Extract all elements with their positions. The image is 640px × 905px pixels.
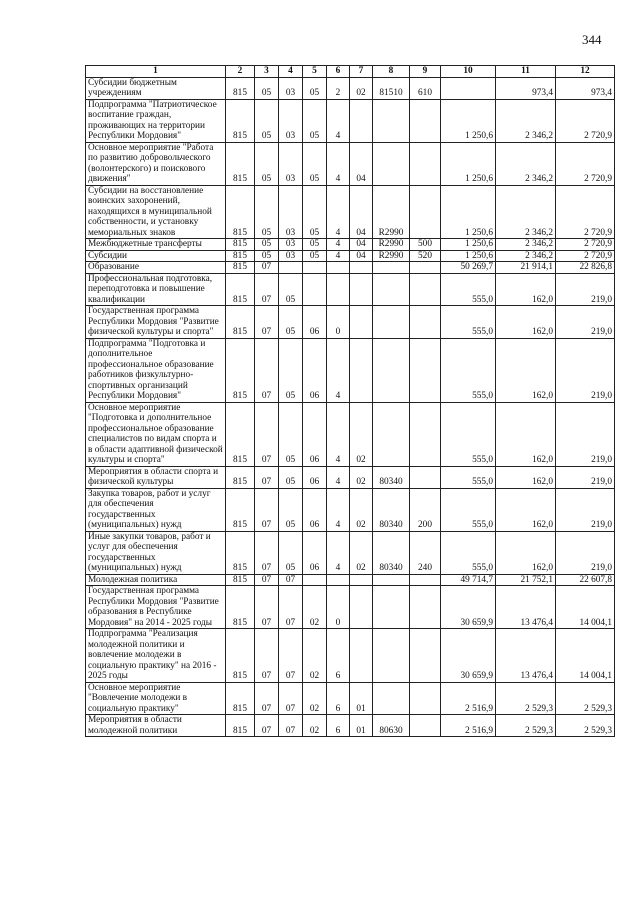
amount-col10-cell: 555,0 — [441, 273, 496, 306]
col-header: 12 — [556, 66, 615, 78]
col-header: 10 — [441, 66, 496, 78]
row-name-cell: Подпрограмма "Патриотическое воспитание граждан, проживающих на территории Республики Мордовия" — [86, 99, 226, 142]
activity-code-cell: 02 — [350, 466, 373, 488]
amount-col10-cell: 30 659,9 — [441, 586, 496, 629]
subsection-code-cell: 05 — [279, 402, 303, 466]
subprogram-code-cell: 4 — [327, 402, 350, 466]
amount-col12-cell: 973,4 — [556, 77, 615, 99]
section-code-cell: 07 — [255, 306, 279, 339]
program-code-cell: 02 — [303, 586, 327, 629]
row-name-cell: Иные закупки товаров, работ и услуг для обеспечения государственных (муниципальных) нужд — [86, 531, 226, 574]
table-row — [86, 402, 615, 466]
col-header: 1 — [86, 66, 226, 78]
table-row — [86, 142, 615, 185]
subprogram-code-cell: 4 — [327, 99, 350, 142]
amount-col11-cell: 162,0 — [496, 306, 556, 339]
subprogram-code-cell: 4 — [327, 488, 350, 531]
table-row — [86, 77, 615, 99]
section-code-cell: 05 — [255, 142, 279, 185]
row-name-cell: Субсидии — [86, 250, 226, 262]
row-name-cell: Мероприятия в области спорта и физической культуры — [86, 466, 226, 488]
row-name-cell: Молодежная политика — [86, 574, 226, 586]
col-header: 3 — [255, 66, 279, 78]
amount-col10-cell: 555,0 — [441, 488, 496, 531]
target-article-cell — [373, 306, 410, 339]
target-article-cell — [373, 574, 410, 586]
amount-col11-cell: 13 476,4 — [496, 629, 556, 683]
row-name-cell: Субсидии бюджетным учреждениям — [86, 77, 226, 99]
amount-col11-cell: 2 529,3 — [496, 682, 556, 715]
col-header: 6 — [327, 66, 350, 78]
program-code-cell: 05 — [303, 77, 327, 99]
subprogram-code-cell: 4 — [327, 531, 350, 574]
target-article-cell — [373, 402, 410, 466]
table-row — [86, 574, 615, 586]
subsection-code-cell: 03 — [279, 239, 303, 251]
subsection-code-cell: 03 — [279, 250, 303, 262]
subsection-code-cell: 05 — [279, 306, 303, 339]
table-row — [86, 306, 615, 339]
activity-code-cell: 04 — [350, 142, 373, 185]
table-row — [86, 250, 615, 262]
amount-col11-cell: 2 346,2 — [496, 239, 556, 251]
target-article-cell: 80630 — [373, 715, 410, 737]
program-code-cell: 06 — [303, 402, 327, 466]
section-code-cell: 05 — [255, 99, 279, 142]
section-code-cell: 05 — [255, 185, 279, 239]
section-code-cell: 07 — [255, 273, 279, 306]
amount-col10-cell: 555,0 — [441, 466, 496, 488]
subsection-code-cell: 05 — [279, 273, 303, 306]
activity-code-cell: 04 — [350, 239, 373, 251]
col-header: 4 — [279, 66, 303, 78]
amount-col12-cell: 219,0 — [556, 338, 615, 402]
amount-col12-cell: 219,0 — [556, 466, 615, 488]
subprogram-code-cell: 4 — [327, 185, 350, 239]
amount-col11-cell: 21 914,1 — [496, 262, 556, 274]
ministry-code-cell: 815 — [226, 77, 255, 99]
subprogram-code-cell — [327, 262, 350, 274]
amount-col12-cell: 219,0 — [556, 402, 615, 466]
row-name-cell: Государственная программа Республики Мордовия "Развитие образования в Республике Мордовия" на 2014 - 2025 годы — [86, 586, 226, 629]
activity-code-cell — [350, 574, 373, 586]
subsection-code-cell: 07 — [279, 574, 303, 586]
col-header: 8 — [373, 66, 410, 78]
subprogram-code-cell: 0 — [327, 586, 350, 629]
amount-col12-cell: 2 720,9 — [556, 142, 615, 185]
expense-type-cell — [410, 629, 441, 683]
activity-code-cell: 01 — [350, 715, 373, 737]
target-article-cell: 80340 — [373, 466, 410, 488]
target-article-cell: 81510 — [373, 77, 410, 99]
ministry-code-cell: 815 — [226, 629, 255, 683]
section-code-cell: 07 — [255, 338, 279, 402]
amount-col12-cell: 22 607,8 — [556, 574, 615, 586]
ministry-code-cell: 815 — [226, 273, 255, 306]
amount-col10-cell: 555,0 — [441, 338, 496, 402]
activity-code-cell: 02 — [350, 488, 373, 531]
activity-code-cell — [350, 306, 373, 339]
ministry-code-cell: 815 — [226, 142, 255, 185]
ministry-code-cell: 815 — [226, 488, 255, 531]
target-article-cell — [373, 262, 410, 274]
amount-col11-cell: 2 529,3 — [496, 715, 556, 737]
program-code-cell: 06 — [303, 466, 327, 488]
table-row — [86, 629, 615, 683]
program-code-cell: 05 — [303, 142, 327, 185]
subprogram-code-cell: 2 — [327, 77, 350, 99]
amount-col11-cell: 162,0 — [496, 531, 556, 574]
expense-type-cell — [410, 338, 441, 402]
target-article-cell — [373, 682, 410, 715]
section-code-cell: 05 — [255, 239, 279, 251]
activity-code-cell: 01 — [350, 682, 373, 715]
row-name-cell: Государственная программа Республики Мордовия "Развитие физической культуры и спорта" — [86, 306, 226, 339]
amount-col11-cell: 21 752,1 — [496, 574, 556, 586]
activity-code-cell — [350, 273, 373, 306]
program-code-cell — [303, 273, 327, 306]
activity-code-cell: 02 — [350, 402, 373, 466]
section-code-cell: 07 — [255, 574, 279, 586]
row-name-cell: Межбюджетные трансферты — [86, 239, 226, 251]
program-code-cell: 05 — [303, 99, 327, 142]
target-article-cell: 80340 — [373, 531, 410, 574]
table-row — [86, 99, 615, 142]
amount-col11-cell: 2 346,2 — [496, 99, 556, 142]
amount-col10-cell: 555,0 — [441, 402, 496, 466]
header-row — [86, 66, 615, 78]
table-row — [86, 586, 615, 629]
section-code-cell: 07 — [255, 531, 279, 574]
row-name-cell: Субсидии на восстановление воинских захоронений, находящихся в муниципальной собственности, и установку мемориальных знаков — [86, 185, 226, 239]
table-row — [86, 185, 615, 239]
row-name-cell: Образование — [86, 262, 226, 274]
subsection-code-cell: 07 — [279, 682, 303, 715]
amount-col10-cell: 1 250,6 — [441, 99, 496, 142]
subprogram-code-cell — [327, 574, 350, 586]
row-name-cell: Закупка товаров, работ и услуг для обеспечения государственных (муниципальных) нужд — [86, 488, 226, 531]
amount-col11-cell: 2 346,2 — [496, 250, 556, 262]
amount-col10-cell: 1 250,6 — [441, 239, 496, 251]
expense-type-cell — [410, 586, 441, 629]
subprogram-code-cell: 6 — [327, 715, 350, 737]
expense-type-cell — [410, 142, 441, 185]
ministry-code-cell: 815 — [226, 338, 255, 402]
table-row — [86, 715, 615, 737]
activity-code-cell — [350, 99, 373, 142]
section-code-cell: 07 — [255, 715, 279, 737]
expense-type-cell — [410, 262, 441, 274]
ministry-code-cell: 815 — [226, 586, 255, 629]
activity-code-cell: 02 — [350, 531, 373, 574]
amount-col12-cell: 14 004,1 — [556, 629, 615, 683]
ministry-code-cell: 815 — [226, 185, 255, 239]
subsection-code-cell: 05 — [279, 338, 303, 402]
subprogram-code-cell: 4 — [327, 239, 350, 251]
activity-code-cell: 02 — [350, 77, 373, 99]
target-article-cell — [373, 338, 410, 402]
subsection-code-cell: 05 — [279, 466, 303, 488]
amount-col11-cell: 973,4 — [496, 77, 556, 99]
amount-col12-cell: 219,0 — [556, 531, 615, 574]
amount-col11-cell: 2 346,2 — [496, 185, 556, 239]
amount-col12-cell: 2 720,9 — [556, 185, 615, 239]
activity-code-cell: 04 — [350, 250, 373, 262]
program-code-cell: 05 — [303, 250, 327, 262]
table-row — [86, 338, 615, 402]
target-article-cell: R2990 — [373, 239, 410, 251]
program-code-cell: 02 — [303, 682, 327, 715]
subprogram-code-cell: 4 — [327, 338, 350, 402]
table-row — [86, 531, 615, 574]
subprogram-code-cell: 4 — [327, 466, 350, 488]
expense-type-cell — [410, 402, 441, 466]
expense-type-cell: 240 — [410, 531, 441, 574]
col-header: 5 — [303, 66, 327, 78]
amount-col12-cell: 2 720,9 — [556, 99, 615, 142]
subsection-code-cell: 03 — [279, 142, 303, 185]
subsection-code-cell: 03 — [279, 99, 303, 142]
amount-col11-cell: 162,0 — [496, 488, 556, 531]
amount-col12-cell: 14 004,1 — [556, 586, 615, 629]
expense-type-cell — [410, 185, 441, 239]
program-code-cell: 05 — [303, 185, 327, 239]
amount-col10-cell: 30 659,9 — [441, 629, 496, 683]
subprogram-code-cell — [327, 273, 350, 306]
expense-type-cell: 520 — [410, 250, 441, 262]
expense-type-cell — [410, 306, 441, 339]
amount-col12-cell: 2 529,3 — [556, 682, 615, 715]
amount-col11-cell: 162,0 — [496, 402, 556, 466]
budget-table — [85, 65, 615, 737]
row-name-cell: Мероприятия в области молодежной политики — [86, 715, 226, 737]
subsection-code-cell: 07 — [279, 629, 303, 683]
section-code-cell: 05 — [255, 77, 279, 99]
table-row — [86, 466, 615, 488]
table-row — [86, 262, 615, 274]
ministry-code-cell: 815 — [226, 250, 255, 262]
amount-col12-cell: 2 720,9 — [556, 239, 615, 251]
expense-type-cell — [410, 466, 441, 488]
row-name-cell: Основное мероприятие "Вовлечение молодежи в социальную практику" — [86, 682, 226, 715]
program-code-cell: 06 — [303, 338, 327, 402]
amount-col10-cell: 49 714,7 — [441, 574, 496, 586]
subsection-code-cell: 07 — [279, 586, 303, 629]
program-code-cell: 02 — [303, 629, 327, 683]
ministry-code-cell: 815 — [226, 466, 255, 488]
program-code-cell — [303, 574, 327, 586]
expense-type-cell — [410, 715, 441, 737]
row-name-cell: Основное мероприятие "Работа по развитию добровольческого (волонтерского) и поискового движения" — [86, 142, 226, 185]
subprogram-code-cell: 0 — [327, 306, 350, 339]
amount-col12-cell: 22 826,8 — [556, 262, 615, 274]
amount-col12-cell: 2 720,9 — [556, 250, 615, 262]
subprogram-code-cell: 6 — [327, 629, 350, 683]
amount-col10-cell: 1 250,6 — [441, 250, 496, 262]
col-header: 11 — [496, 66, 556, 78]
subsection-code-cell: 03 — [279, 77, 303, 99]
amount-col10-cell: 1 250,6 — [441, 142, 496, 185]
expense-type-cell — [410, 574, 441, 586]
section-code-cell: 05 — [255, 250, 279, 262]
expense-type-cell — [410, 273, 441, 306]
program-code-cell — [303, 262, 327, 274]
program-code-cell: 06 — [303, 488, 327, 531]
amount-col10-cell — [441, 77, 496, 99]
table-body — [86, 77, 615, 737]
section-code-cell: 07 — [255, 466, 279, 488]
subsection-code-cell: 07 — [279, 715, 303, 737]
expense-type-cell: 610 — [410, 77, 441, 99]
amount-col10-cell: 1 250,6 — [441, 185, 496, 239]
ministry-code-cell: 815 — [226, 402, 255, 466]
program-code-cell: 06 — [303, 531, 327, 574]
section-code-cell: 07 — [255, 586, 279, 629]
target-article-cell — [373, 99, 410, 142]
col-header: 2 — [226, 66, 255, 78]
target-article-cell — [373, 273, 410, 306]
amount-col12-cell: 219,0 — [556, 306, 615, 339]
col-header: 9 — [410, 66, 441, 78]
expense-type-cell: 200 — [410, 488, 441, 531]
ministry-code-cell: 815 — [226, 715, 255, 737]
expense-type-cell — [410, 682, 441, 715]
amount-col11-cell: 13 476,4 — [496, 586, 556, 629]
amount-col10-cell: 555,0 — [441, 306, 496, 339]
amount-col11-cell: 162,0 — [496, 466, 556, 488]
target-article-cell: R2990 — [373, 250, 410, 262]
amount-col10-cell: 2 516,9 — [441, 715, 496, 737]
amount-col10-cell: 2 516,9 — [441, 682, 496, 715]
ministry-code-cell: 815 — [226, 262, 255, 274]
ministry-code-cell: 815 — [226, 99, 255, 142]
program-code-cell: 06 — [303, 306, 327, 339]
expense-type-cell: 500 — [410, 239, 441, 251]
subsection-code-cell — [279, 262, 303, 274]
target-article-cell: 80340 — [373, 488, 410, 531]
subsection-code-cell: 05 — [279, 531, 303, 574]
target-article-cell — [373, 629, 410, 683]
page-number: 344 — [582, 32, 602, 47]
activity-code-cell: 04 — [350, 185, 373, 239]
table-row — [86, 682, 615, 715]
ministry-code-cell: 815 — [226, 531, 255, 574]
table-row — [86, 239, 615, 251]
amount-col12-cell: 219,0 — [556, 273, 615, 306]
ministry-code-cell: 815 — [226, 682, 255, 715]
section-code-cell: 07 — [255, 262, 279, 274]
row-name-cell: Основное мероприятие "Подготовка и дополнительное профессиональное образование специалистов по видам спорта и в области адаптивной физической культуры и спорта" — [86, 402, 226, 466]
col-header: 7 — [350, 66, 373, 78]
expense-type-cell — [410, 99, 441, 142]
table-row — [86, 488, 615, 531]
section-code-cell: 07 — [255, 682, 279, 715]
subprogram-code-cell: 4 — [327, 250, 350, 262]
target-article-cell: R2990 — [373, 185, 410, 239]
ministry-code-cell: 815 — [226, 306, 255, 339]
amount-col10-cell: 50 269,7 — [441, 262, 496, 274]
activity-code-cell — [350, 629, 373, 683]
amount-col10-cell: 555,0 — [441, 531, 496, 574]
section-code-cell: 07 — [255, 402, 279, 466]
section-code-cell: 07 — [255, 629, 279, 683]
subprogram-code-cell: 4 — [327, 142, 350, 185]
activity-code-cell — [350, 338, 373, 402]
ministry-code-cell: 815 — [226, 239, 255, 251]
target-article-cell — [373, 142, 410, 185]
section-code-cell: 07 — [255, 488, 279, 531]
activity-code-cell — [350, 262, 373, 274]
target-article-cell — [373, 586, 410, 629]
row-name-cell: Подпрограмма "Реализация молодежной политики и вовлечение молодежи в социальную практику" на 2016 - 2025 годы — [86, 629, 226, 683]
program-code-cell: 05 — [303, 239, 327, 251]
program-code-cell: 02 — [303, 715, 327, 737]
row-name-cell: Профессиональная подготовка, переподготовка и повышение квалификации — [86, 273, 226, 306]
amount-col12-cell: 219,0 — [556, 488, 615, 531]
subsection-code-cell: 03 — [279, 185, 303, 239]
amount-col11-cell: 162,0 — [496, 338, 556, 402]
row-name-cell: Подпрограмма "Подготовка и дополнительное профессиональное образование работников физкультурно-спортивных организаций Республики Мордовия" — [86, 338, 226, 402]
table-row — [86, 273, 615, 306]
subsection-code-cell: 05 — [279, 488, 303, 531]
amount-col11-cell: 2 346,2 — [496, 142, 556, 185]
activity-code-cell — [350, 586, 373, 629]
amount-col11-cell: 162,0 — [496, 273, 556, 306]
ministry-code-cell: 815 — [226, 574, 255, 586]
amount-col12-cell: 2 529,3 — [556, 715, 615, 737]
subprogram-code-cell: 6 — [327, 682, 350, 715]
